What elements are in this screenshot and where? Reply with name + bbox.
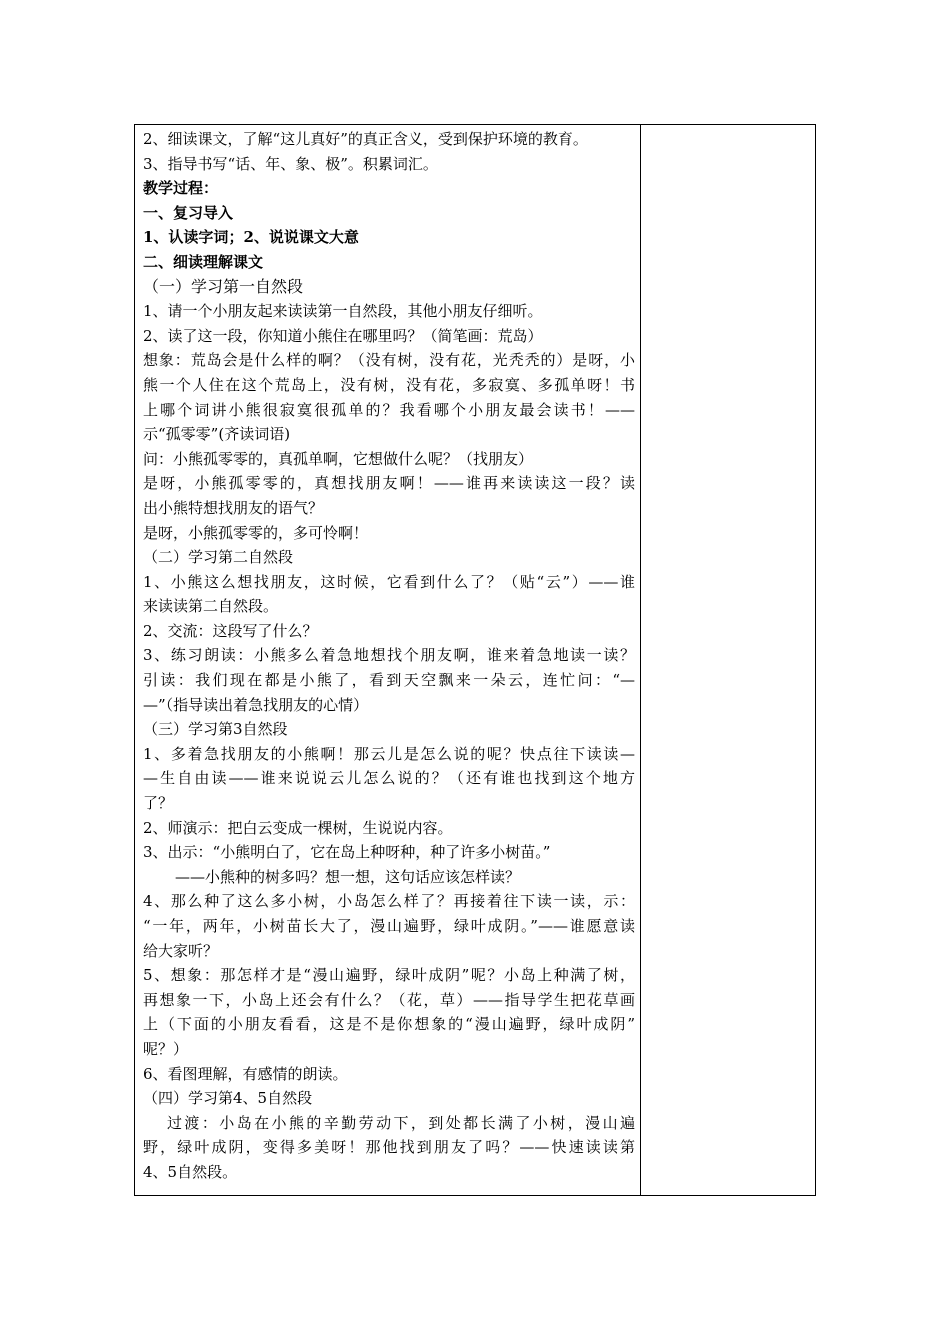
notes-cell	[641, 125, 815, 1195]
text-line: 是呀，小熊孤零零的，真想找朋友啊！——谁再来读读这一段？读	[143, 474, 635, 493]
text-line: 6、看图理解，有感情的朗读。	[143, 1064, 348, 1083]
text-line: 1、多着急找朋友的小熊啊！那云儿是怎么说的呢？快点往下读读—	[143, 744, 635, 763]
text-line: 2、师演示：把白云变成一棵树，生说说内容。	[143, 818, 453, 837]
text-line: 问：小熊孤零零的，真孤单啊，它想做什么呢？（找朋友）	[143, 449, 534, 468]
text-line: 呢？）	[143, 1039, 189, 1058]
text-line: ——小熊种的树多吗？想一想，这句话应该怎样读？	[175, 867, 521, 886]
text-line: 想象：荒岛会是什么样的啊？（没有树，没有花，光秃秃的）是呀，小	[143, 351, 635, 370]
text-line: 一、复习导入	[143, 203, 234, 222]
text-line: 1、请一个小朋友起来读读第一自然段，其他小朋友仔细听。	[143, 302, 543, 321]
text-line: 是呀，小熊孤零零的，多可怜啊！	[143, 523, 369, 542]
text-line: 教学过程：	[143, 179, 219, 198]
text-line: （四）学习第4、5自然段	[143, 1089, 313, 1108]
text-line: 上（下面的小朋友看看，这是不是你想象的“漫山遍野，绿叶成阴”	[143, 1015, 635, 1034]
text-line: 4、5自然段。	[143, 1162, 238, 1181]
text-line: —”（指导读出着急找朋友的心情）	[143, 695, 369, 714]
text-line: “一年，两年，小树苗长大了，漫山遍野，绿叶成阴。”——谁愿意读	[143, 917, 635, 935]
text-line: 2、交流：这段写了什么？	[143, 621, 318, 640]
text-line: 来读读第二自然段。	[143, 597, 279, 616]
text-line: 3、出示：“小熊明白了，它在岛上种呀种，种了许多小树苗。”	[143, 843, 551, 862]
text-line: 出小熊特想找朋友的语气？	[143, 498, 324, 517]
text-line: 二、细读理解课文	[143, 252, 264, 271]
text-line: 过渡：小岛在小熊的辛勤劳动下，到处都长满了小树，漫山遍	[167, 1113, 635, 1132]
text-line: 引读：我们现在都是小熊了，看到天空飘来一朵云，连忙问：“—	[143, 671, 635, 690]
text-line: 1、小熊这么想找朋友，这时候，它看到什么了？（贴“云”）——谁	[143, 572, 635, 591]
text-line: （一）学习第一自然段	[143, 276, 304, 296]
text-line: 上哪个词讲小熊很寂寞很孤单的？我看哪个小朋友最会读书！——	[143, 400, 635, 419]
text-line: 给大家听？	[143, 941, 219, 960]
text-line: 再想象一下，小岛上还会有什么？（花，草）——指导学生把花草画	[143, 990, 635, 1009]
text-line: —生自由读——谁来说说云儿怎么说的？（还有谁也找到这个地方	[143, 769, 635, 788]
text-line: 示“孤零零”(齐读词语)	[143, 425, 291, 444]
text-line: 野，绿叶成阴，变得多美呀！那他找到朋友了吗？——快速读读第	[143, 1138, 635, 1157]
text-line: 3、练习朗读：小熊多么着急地想找个朋友啊，谁来着急地读一读？	[143, 646, 635, 665]
text-line: 4、那么种了这么多小树，小岛怎么样了？再接着往下读一读，示：	[143, 892, 635, 911]
text-line: 1、认读字词；2、说说课文大意	[143, 228, 359, 247]
lesson-content-cell	[143, 127, 635, 1185]
text-line: 5、想象：那怎样才是“漫山遍野，绿叶成阴”呢？小岛上种满了树，	[143, 966, 635, 985]
text-line: （二）学习第二自然段	[143, 548, 294, 567]
text-line: 了？	[143, 794, 174, 813]
lesson-plan-table	[134, 124, 816, 1196]
text-line: 2、读了这一段，你知道小熊住在哪里吗？（简笔画：荒岛）	[143, 326, 543, 345]
text-line: 2、细读课文，了解“这儿真好”的真正含义，受到保护环境的教育。	[143, 130, 588, 148]
text-line: 3、指导书写“话、年、象、极”。积累词汇。	[143, 154, 438, 173]
text-line: （三）学习第3自然段	[143, 720, 288, 739]
text-line: 熊一个人住在这个荒岛上，没有树，没有花，多寂寞、多孤单呀！书	[143, 375, 635, 394]
